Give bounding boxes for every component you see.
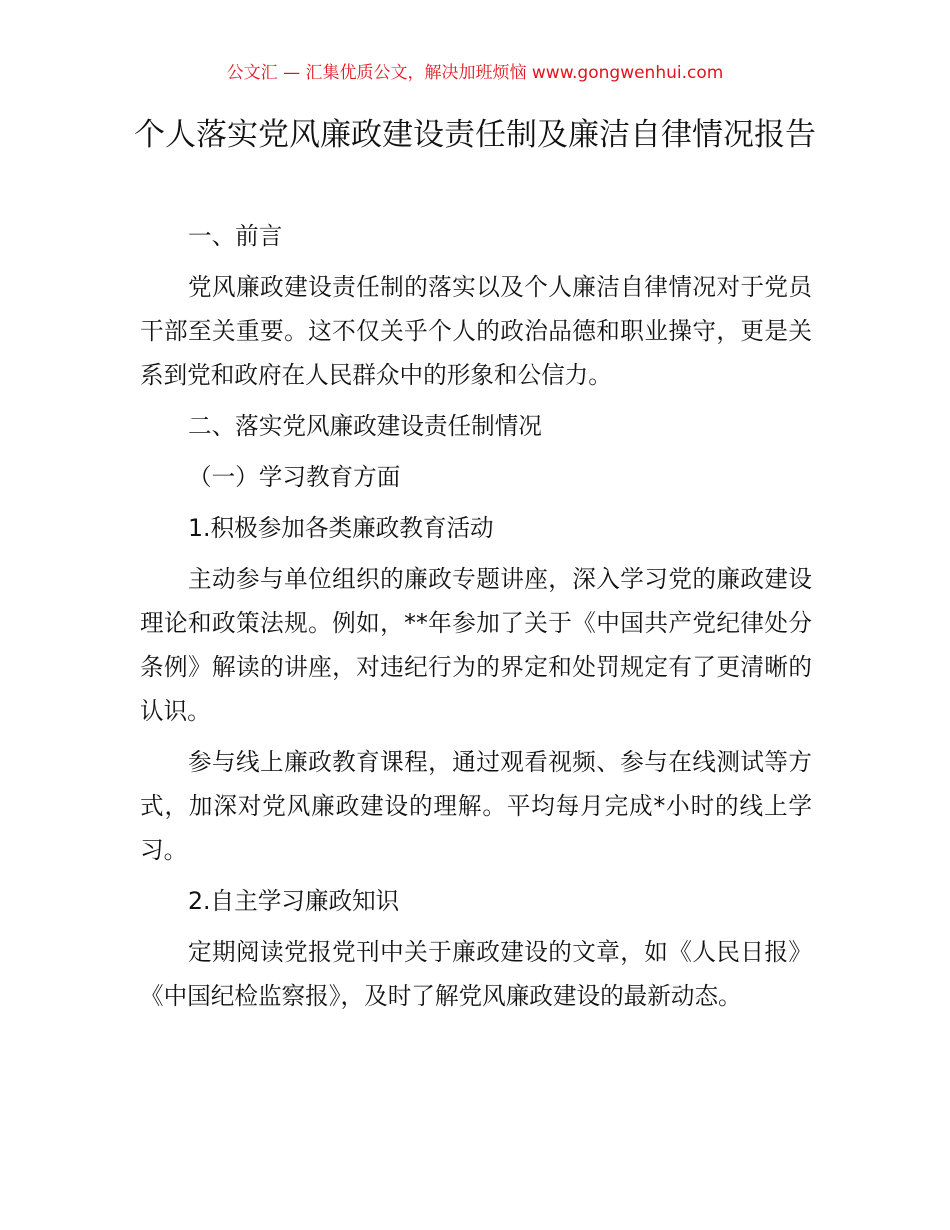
document-title: 个人落实党风廉政建设责任制及廉洁自律情况报告 bbox=[134, 117, 816, 153]
subsection-heading-study: （一）学习教育方面 bbox=[188, 463, 401, 491]
paragraph: 定期阅读党报党刊中关于廉政建设的文章，如《人民日报》《中国纪检监察报》，及时了解党风廉政建设的最新动态。 bbox=[140, 938, 812, 1010]
section-heading-preface: 一、前言 bbox=[188, 222, 283, 250]
section-heading-implementation: 二、落实党风廉政建设责任制情况 bbox=[188, 412, 542, 440]
item-heading-2: 2.自主学习廉政知识 bbox=[188, 887, 400, 915]
paragraph: 党风廉政建设责任制的落实以及个人廉洁自律情况对于党员干部至关重要。这不仅关乎个人的政治品德和职业操守，更是关系到党和政府在人民群众中的形象和公信力。 bbox=[140, 273, 812, 389]
paragraph: 参与线上廉政教育课程，通过观看视频、参与在线测试等方式，加深对党风廉政建设的理解。平均每月完成*小时的线上学习。 bbox=[140, 748, 812, 864]
item-heading-1: 1.积极参加各类廉政教育活动 bbox=[188, 514, 494, 542]
watermark-header: 公文汇 — 汇集优质公文，解决加班烦恼 www.gongwenhui.com bbox=[226, 63, 724, 83]
document-body bbox=[140, 214, 812, 1025]
paragraph: 主动参与单位组织的廉政专题讲座，深入学习党的廉政建设理论和政策法规。例如，**年参加了关于《中国共产党纪律处分条例》解读的讲座，对违纪行为的界定和处罚规定有了更清晰的认识。 bbox=[140, 565, 812, 725]
